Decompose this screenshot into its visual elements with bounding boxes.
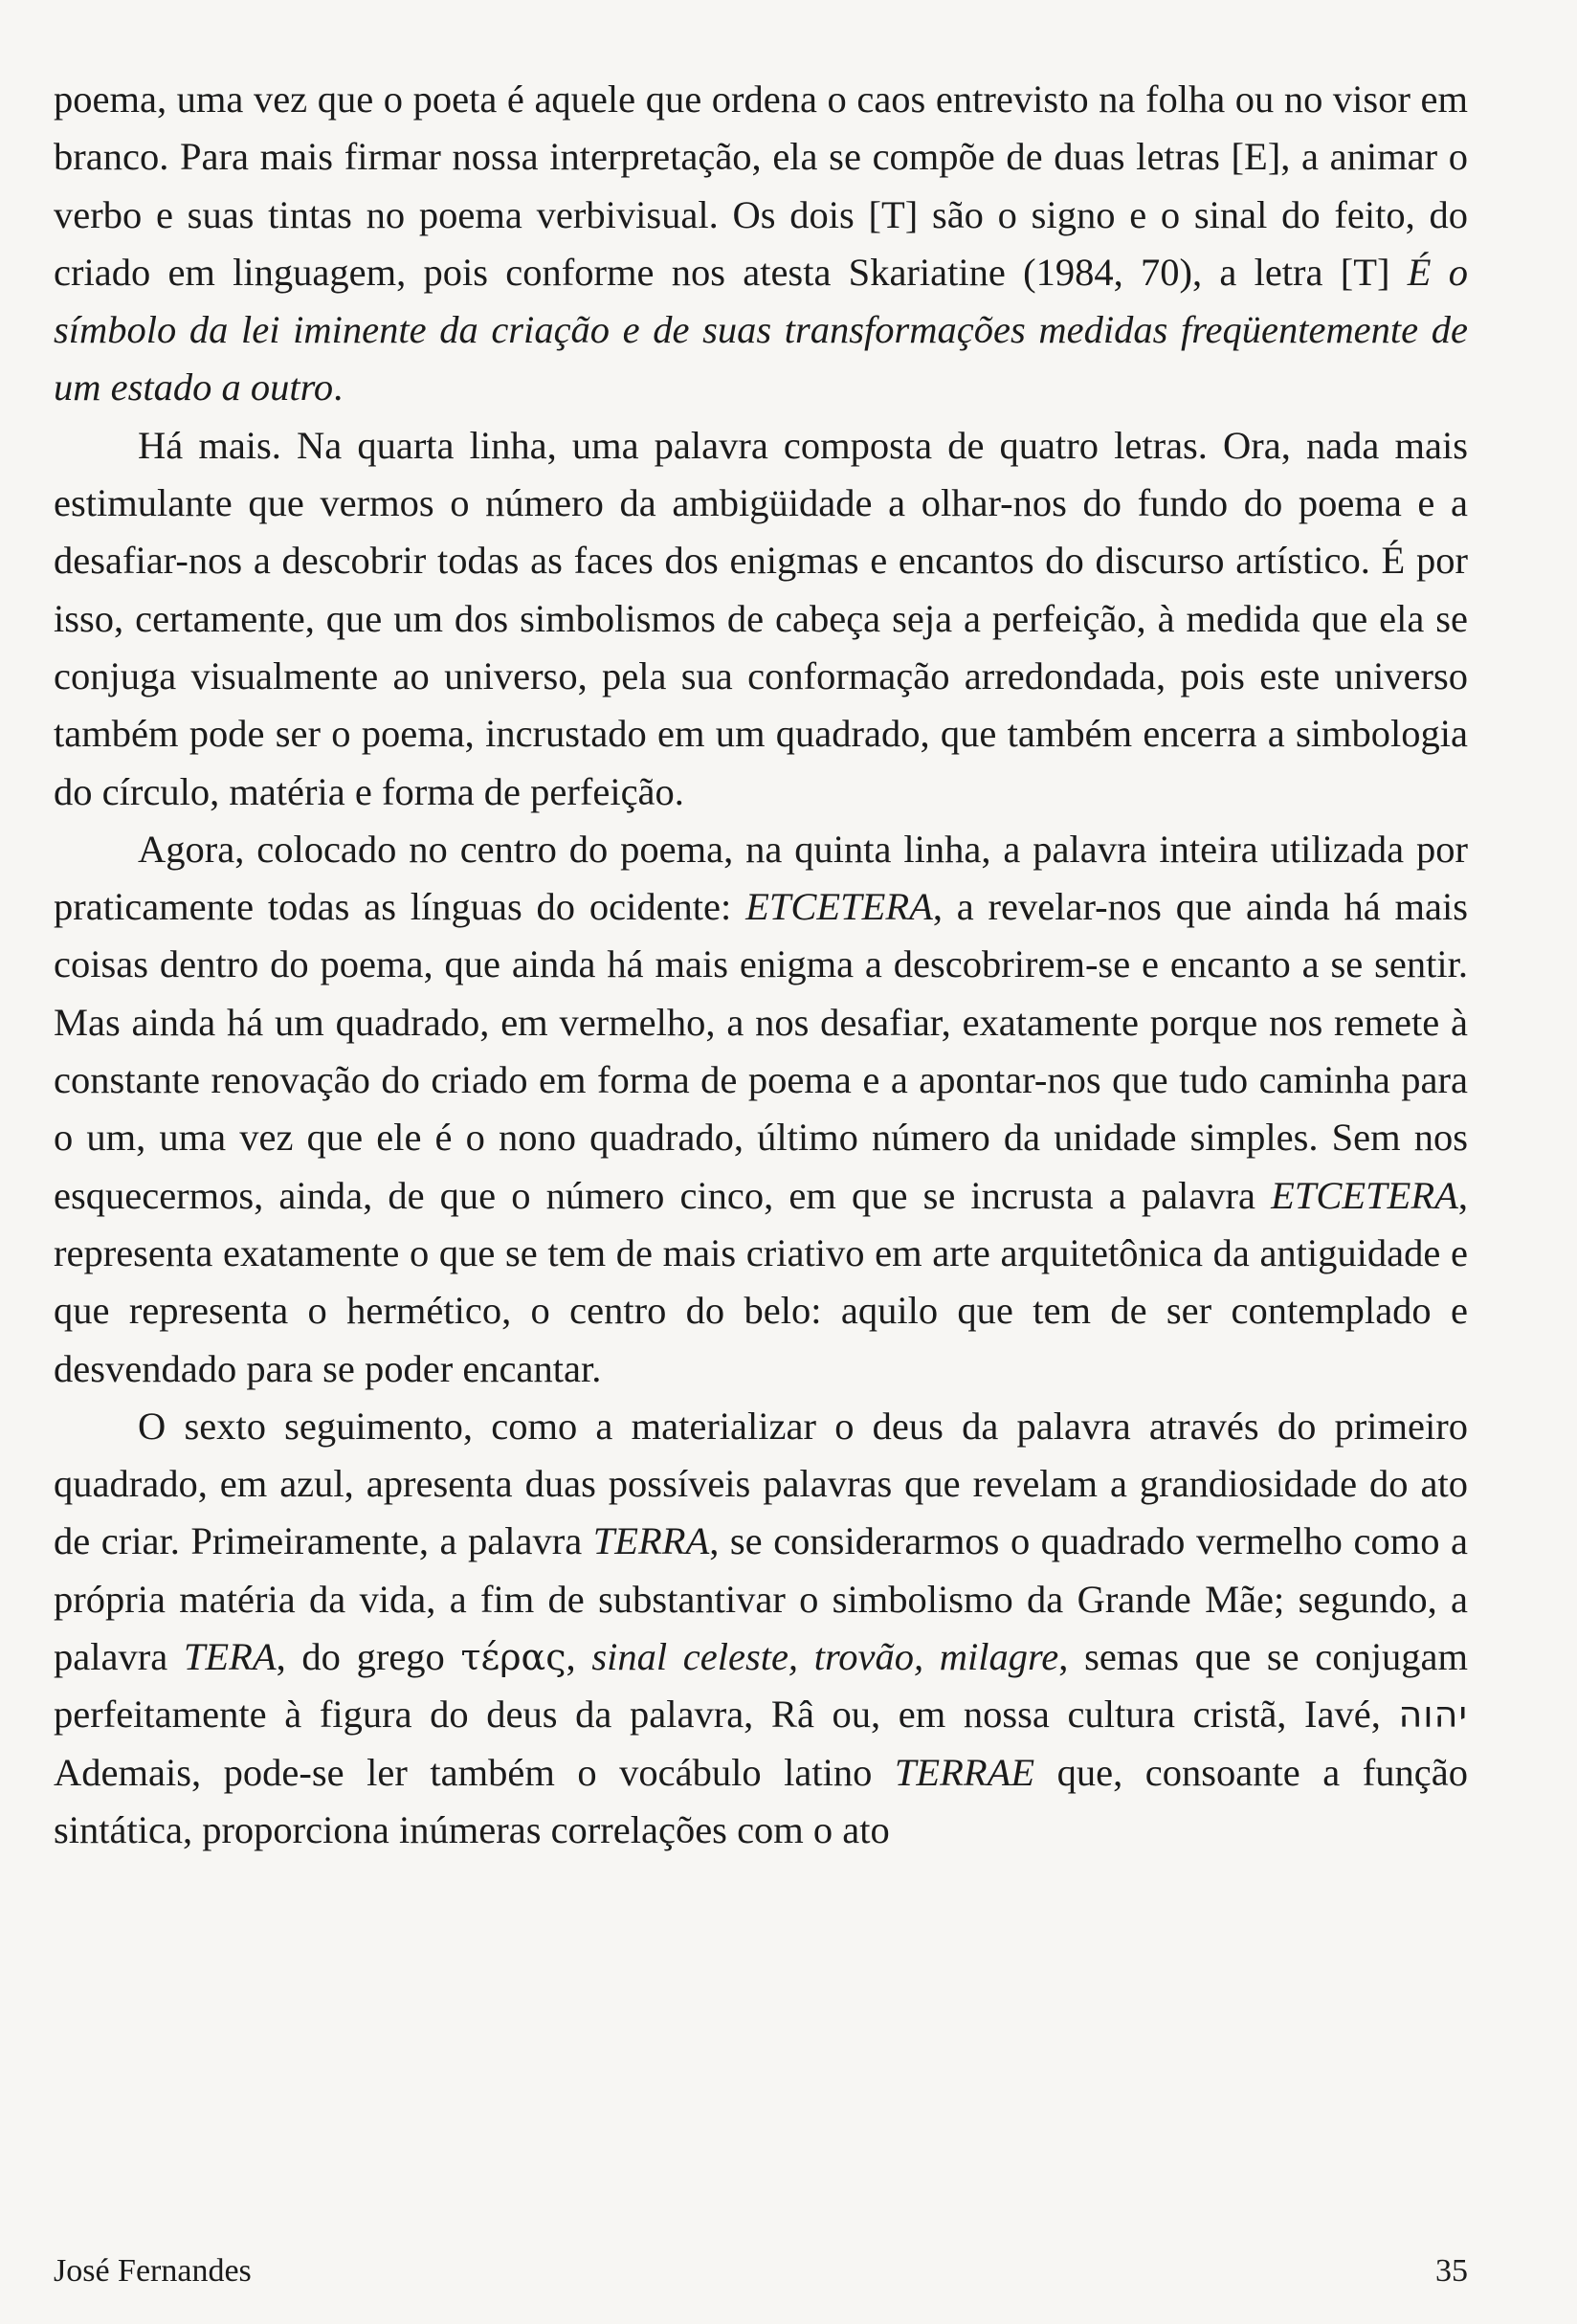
paragraph-2 (54, 417, 1468, 821)
italic-quote: É o símbolo da lei iminente da criação e de suas transformações medidas freqüentemente de um estado a outro (54, 250, 1468, 409)
paragraph-text: Agora, colocado no centro do poema, na quinta linha, a palavra inteira utilizada por praticamente todas as línguas do ocidente: (54, 827, 1468, 929)
hebrew-word: יהוה (1398, 1693, 1468, 1737)
paragraph-text: , (566, 1635, 592, 1679)
footer-author: José Fernandes (54, 2253, 252, 2289)
italic-word: TERRAE (894, 1750, 1035, 1794)
paragraph-text: Ademais, pode-se ler também o vocábulo latino (54, 1750, 895, 1794)
paragraph-text: O sexto seguimento, como a materializar o deus da palavra através do primeiro quadrado, em azul, apresenta duas possíveis palavras que revelam a grandiosidade do ato de criar. Primeiramente, a palavra (54, 1404, 1468, 1563)
italic-word: ETCETERA (745, 885, 933, 929)
paragraph-text: , representa exatamente o que se tem de mais criativo em arte arquitetônica da antiguidade e que representa o hermético, o centro do belo: aquilo que tem de ser contemplado e desvendado para se poder encantar. (54, 1173, 1468, 1390)
paragraph-text: , semas que se conjugam perfeitamente à figura do deus da palavra, Râ ou, em nossa cultura cristã, Iavé, (54, 1635, 1469, 1737)
paragraph-text: Há mais. Na quarta linha, uma palavra composta de quatro letras. Ora, nada mais estimulante que vermos o número da ambigüidade a olhar-nos do fundo do poema e a desafiar-nos a descobrir todas as faces dos enigmas e encantos do discurso artístico. É por isso, certamente, que um dos simbolismos de cabeça seja a perfeição, à medida que ela se conjuga visualmente ao universo, pela sua conformação arredondada, pois este universo também pode ser o poema, incrustado em um quadrado, que também encerra a simbologia do círculo, matéria e forma de perfeição. (54, 423, 1468, 813)
paragraph-text: poema, uma vez que o poeta é aquele que ordena o caos entrevisto na folha ou no visor em branco. Para mais firmar nossa interpretação, ela se compõe de duas letras [E], a animar o verbo e suas tintas no poema verbivisual. Os dois [T] são o signo e o sinal do feito, do criado em linguagem, pois conforme nos atesta Skariatine (1984, 70), a letra [T] (54, 77, 1468, 294)
italic-phrase: sinal celeste, trovão, milagre (591, 1635, 1059, 1679)
paragraph-4 (54, 1398, 1468, 1859)
italic-word: TERA (183, 1635, 277, 1679)
italic-word: TERRA (592, 1519, 710, 1563)
paragraph-text: , se considerarmos o quadrado vermelho como a própria matéria da vida, a fim de substantivar o simbolismo da Grande Mãe; segundo, a palavra (54, 1519, 1468, 1679)
paragraph-text: , a revelar-nos que ainda há mais coisas dentro do poema, que ainda há mais enigma a descobrirem-se e encanto a se sentir. Mas ainda há um quadrado, em vermelho, a nos desafiar, exatamente porque nos remete à constante renovação do criado em forma de poema e a apontar-nos que tudo caminha para o um, uma vez que ele é o nono quadrado, último número da unidade simples. Sem nos esquecermos, ainda, de que o número cinco, em que se incrusta a palavra (54, 885, 1469, 1217)
page-body (54, 71, 1468, 1859)
paragraph-3 (54, 821, 1468, 1398)
paragraph-1 (54, 71, 1468, 417)
greek-word: τέρας (460, 1636, 566, 1679)
italic-word: ETCETERA (1271, 1173, 1458, 1217)
paragraph-text: , do grego (276, 1635, 461, 1679)
page-number: 35 (1435, 2253, 1468, 2289)
paragraph-text: que, consoante a função sintática, proporciona inúmeras correlações com o ato (54, 1750, 1468, 1851)
paragraph-text: . (333, 365, 344, 409)
page-footer (54, 2253, 1468, 2290)
